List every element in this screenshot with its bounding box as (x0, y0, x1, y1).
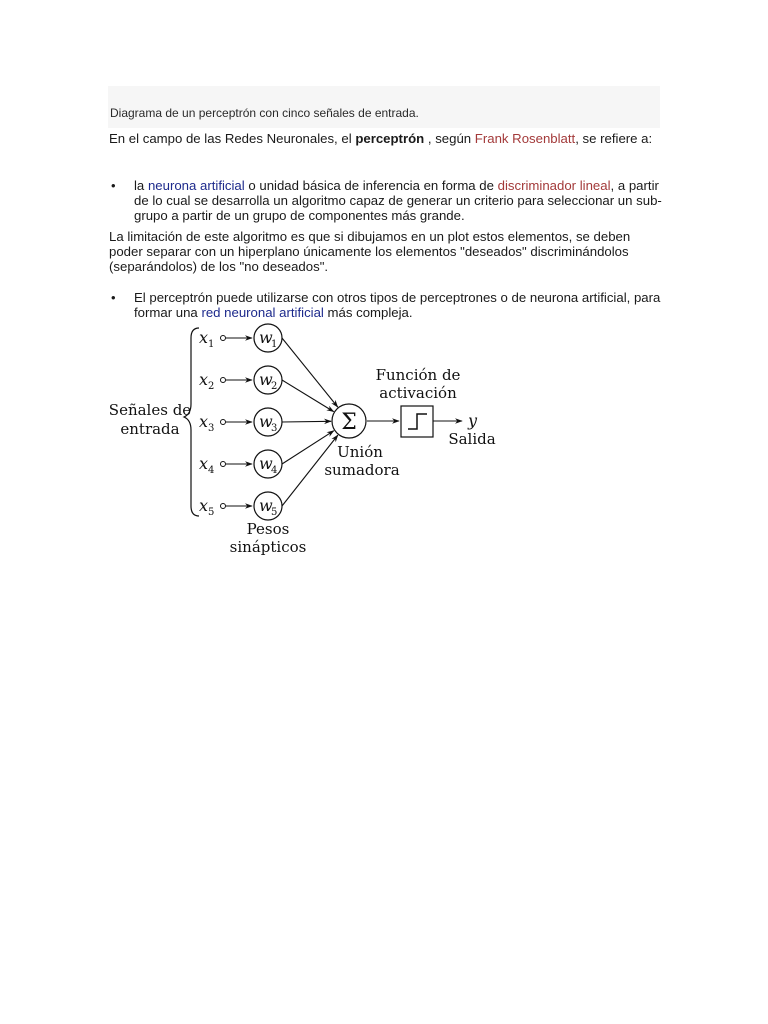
weight-to-sum-arrow-4 (282, 431, 334, 464)
intro-text-end: , se refiere a: (575, 131, 653, 146)
input-x2-label: x (199, 370, 209, 389)
discriminador-lineal-link[interactable]: discriminador lineal (497, 178, 611, 193)
weight-to-sum-arrow-3 (282, 421, 331, 422)
sum-symbol: Σ (341, 410, 357, 435)
inputs-label-line2: entrada (120, 420, 180, 438)
activation-label-line2: activación (379, 384, 457, 402)
sum-label-line2: sumadora (324, 461, 400, 479)
input-x3-label: x (199, 412, 209, 431)
list-item (134, 178, 664, 223)
input-node-5 (221, 504, 226, 509)
input-x3-subscript: 3 (208, 423, 215, 434)
weight-w1-label: w (259, 328, 273, 347)
bullet2-text-start: El perceptrón puede utilizarse con otros tipos de perceptrones o de neurona artificial, para formar una (134, 290, 661, 320)
weight-w4-subscript: 4 (271, 465, 278, 476)
perceptron-term: perceptrón (355, 131, 425, 146)
perceptron-diagram (0, 320, 768, 570)
weight-w5-subscript: 5 (271, 507, 278, 518)
limitation-paragraph: La limitación de este algoritmo es que si dibujamos en un plot estos elementos, se deben poder separar con un hiperplano únicamente los elementos "deseados" discriminándolos (separándolos) de los "no deseados". (109, 229, 631, 274)
weight-w3-subscript: 3 (271, 423, 278, 434)
input-x5-label: x (199, 496, 209, 515)
weight-w3-label: w (259, 412, 273, 431)
intro-paragraph (109, 131, 665, 146)
inputs-brace (184, 328, 199, 516)
output-symbol: y (468, 411, 478, 430)
input-x4-label: x (199, 454, 209, 473)
input-x5-subscript: 5 (208, 507, 215, 518)
bullet-marker: • (111, 178, 116, 193)
neurona-artificial-link[interactable]: neurona artificial (147, 178, 245, 193)
inputs-label-line1: Señales de (108, 401, 192, 419)
bullet2-text-end: más compleja. (323, 305, 413, 320)
input-x1-subscript: 1 (208, 339, 215, 350)
weights-label-line1: Pesos (246, 520, 290, 538)
weight-w5-label: w (259, 496, 273, 515)
bullet1-text-middle: o unidad básica de inferencia en forma de (244, 178, 498, 193)
input-x2-subscript: 2 (208, 381, 215, 392)
input-node-1 (221, 336, 226, 341)
weight-w4-label: w (259, 454, 273, 473)
weight-w1-subscript: 1 (271, 339, 278, 350)
weight-w2-subscript: 2 (271, 381, 278, 392)
red-neuronal-link[interactable]: red neuronal artificial (201, 305, 324, 320)
figure-caption: Diagrama de un perceptrón con cinco señales de entrada. (110, 106, 419, 120)
activation-label-line1: Función de (375, 366, 461, 384)
input-node-4 (221, 462, 226, 467)
input-node-3 (221, 420, 226, 425)
list-item (134, 290, 664, 320)
bullet1-text-start: la (134, 178, 148, 193)
intro-text-start: En el campo de las Redes Neuronales, el (109, 131, 356, 146)
input-x4-subscript: 4 (208, 465, 215, 476)
input-node-2 (221, 378, 226, 383)
sum-label-line1: Unión (337, 443, 383, 461)
bullet-marker: • (111, 290, 116, 305)
bullet1-text-end: , a partir de lo cual se desarrolla un algoritmo capaz de generar un criterio para seleccionar un sub-grupo a partir de un grupo de componentes más grande. (134, 178, 662, 223)
input-x1-label: x (199, 328, 209, 347)
weights-label-line2: sinápticos (229, 538, 307, 556)
output-label: Salida (448, 430, 496, 448)
weight-w2-label: w (259, 370, 273, 389)
rosenblatt-link[interactable]: Frank Rosenblatt (474, 131, 576, 146)
intro-text-middle: , según (424, 131, 475, 146)
weight-to-sum-arrow-2 (282, 380, 334, 412)
